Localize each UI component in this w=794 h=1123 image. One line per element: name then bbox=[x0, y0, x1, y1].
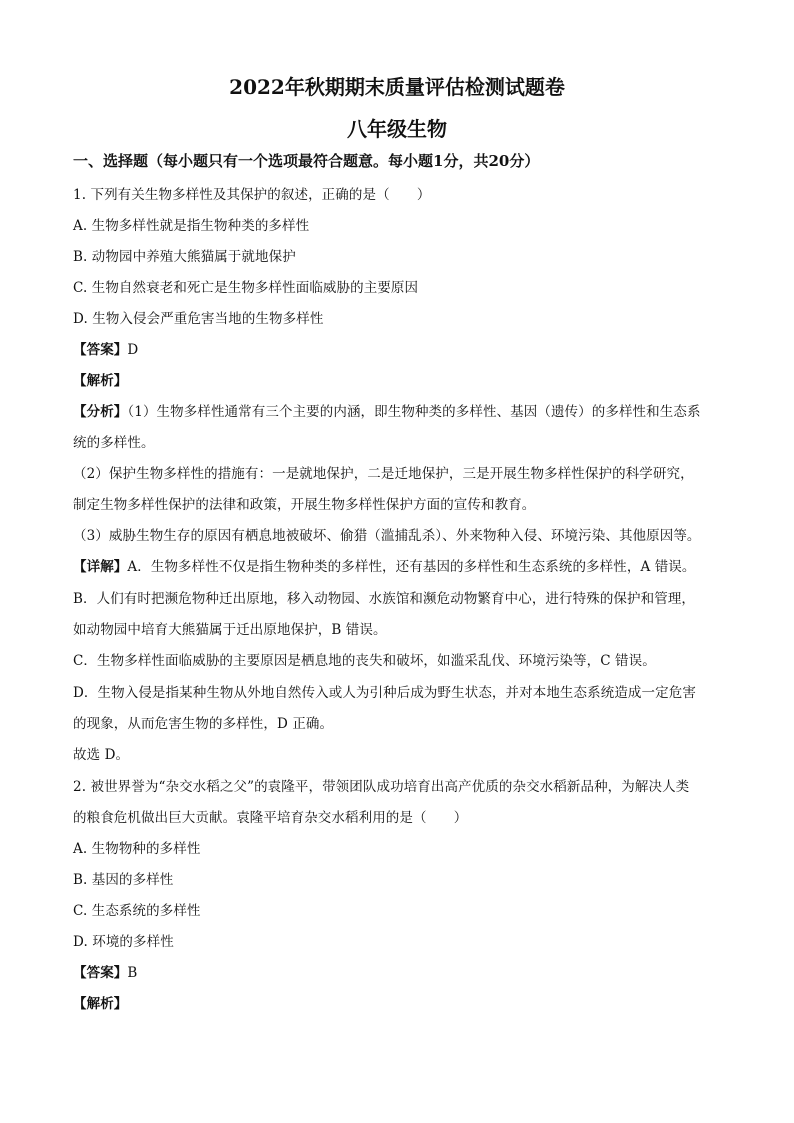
q2-answer bbox=[73, 961, 137, 981]
q2-analysis-tag bbox=[73, 992, 127, 1012]
q1-analysis-line-5: （3）威胁生物生存的原因有栖息地被破坏、偷猎（滥捕乱杀）、外来物种入侵、环境污染、其他原因等。 bbox=[73, 528, 701, 544]
q1-detail-line-3: 如动物园中培育大熊猫属于迁出原地保护，B 错误。 bbox=[73, 622, 387, 638]
q2-option-b: B. 基因的多样性 bbox=[73, 872, 174, 888]
analysis-sub-tag: 【分析】 bbox=[73, 404, 128, 420]
analysis-text: （1）生物多样性通常有三个主要的内涵，即生物种类的多样性、基因（遗传）的多样性和生态系 bbox=[127, 404, 701, 420]
answer-value: B bbox=[127, 965, 138, 981]
q1-option-a: A. 生物多样性就是指生物种类的多样性 bbox=[73, 218, 310, 234]
q1-detail-line-2: B．人们有时把濒危物种迁出原地，移入动物园、水族馆和濒危动物繁育中心，进行特殊的保护和管理， bbox=[73, 591, 696, 607]
answer-tag: 【答案】 bbox=[73, 965, 128, 981]
q1-analysis-line-2: 统的多样性。 bbox=[73, 435, 155, 451]
detail-text: A．生物多样性不仅是指生物种类的多样性，还有基因的多样性和生态系统的多样性，A 错误。 bbox=[127, 559, 696, 575]
q2-stem-line-2: 的粮食危机做出巨大贡献。袁隆平培育杂交水稻利用的是（ ） bbox=[73, 810, 468, 826]
q1-detail-line-6: 的现象，从而危害生物的多样性，D 正确。 bbox=[73, 716, 334, 732]
q1-option-c: C. 生物自然衰老和死亡是生物多样性面临威胁的主要原因 bbox=[73, 280, 419, 296]
q1-conclusion: 故选 D。 bbox=[73, 747, 130, 763]
q1-option-b: B. 动物园中养殖大熊猫属于就地保护 bbox=[73, 249, 296, 265]
q1-analysis-tag bbox=[73, 369, 127, 389]
q1-answer bbox=[73, 338, 138, 358]
detail-tag: 【详解】 bbox=[73, 559, 128, 575]
analysis-tag: 【解析】 bbox=[73, 373, 128, 389]
section-heading: 一、选择题（每小题只有一个选项最符合题意。每小题1分，共20分） bbox=[73, 152, 540, 170]
q1-analysis-line-3: （2）保护生物多样性的措施有：一是就地保护，二是迁地保护，三是开展生物多样性保护的科学研究， bbox=[73, 466, 694, 482]
q2-stem-line-1: 2. 被世界誉为“杂交水稻之父”的袁隆平，带领团队成功培育出高产优质的杂交水稻新品种，为解决人类 bbox=[73, 779, 690, 795]
q1-detail-line-5: D．生物入侵是指某种生物从外地自然传入或人为引种后成为野生状态，并对本地生态系统造成一定危害 bbox=[73, 685, 696, 701]
q1-analysis-line-1 bbox=[73, 400, 701, 420]
q2-option-c: C. 生态系统的多样性 bbox=[73, 903, 201, 919]
q1-detail-line-1 bbox=[73, 555, 696, 575]
analysis-tag: 【解析】 bbox=[73, 996, 128, 1012]
q1-analysis-line-4: 制定生物多样性保护的法律和政策，开展生物多样性保护方面的宣传和教育。 bbox=[73, 497, 536, 513]
q2-option-a: A. 生物物种的多样性 bbox=[73, 841, 201, 857]
q1-detail-line-4: C．生物多样性面临威胁的主要原因是栖息地的丧失和破坏，如滥采乱伐、环境污染等，C 错误。 bbox=[73, 653, 656, 669]
exam-subtitle: 八年级生物 bbox=[347, 117, 447, 141]
answer-value: D bbox=[127, 342, 139, 358]
q1-option-d: D. 生物入侵会严重危害当地的生物多样性 bbox=[73, 311, 324, 327]
q2-option-d: D. 环境的多样性 bbox=[73, 934, 174, 950]
answer-tag: 【答案】 bbox=[73, 342, 128, 358]
exam-title: 2022年秋期期末质量评估检测试题卷 bbox=[229, 75, 565, 99]
q1-stem: 1. 下列有关生物多样性及其保护的叙述，正确的是（ ） bbox=[73, 187, 431, 203]
